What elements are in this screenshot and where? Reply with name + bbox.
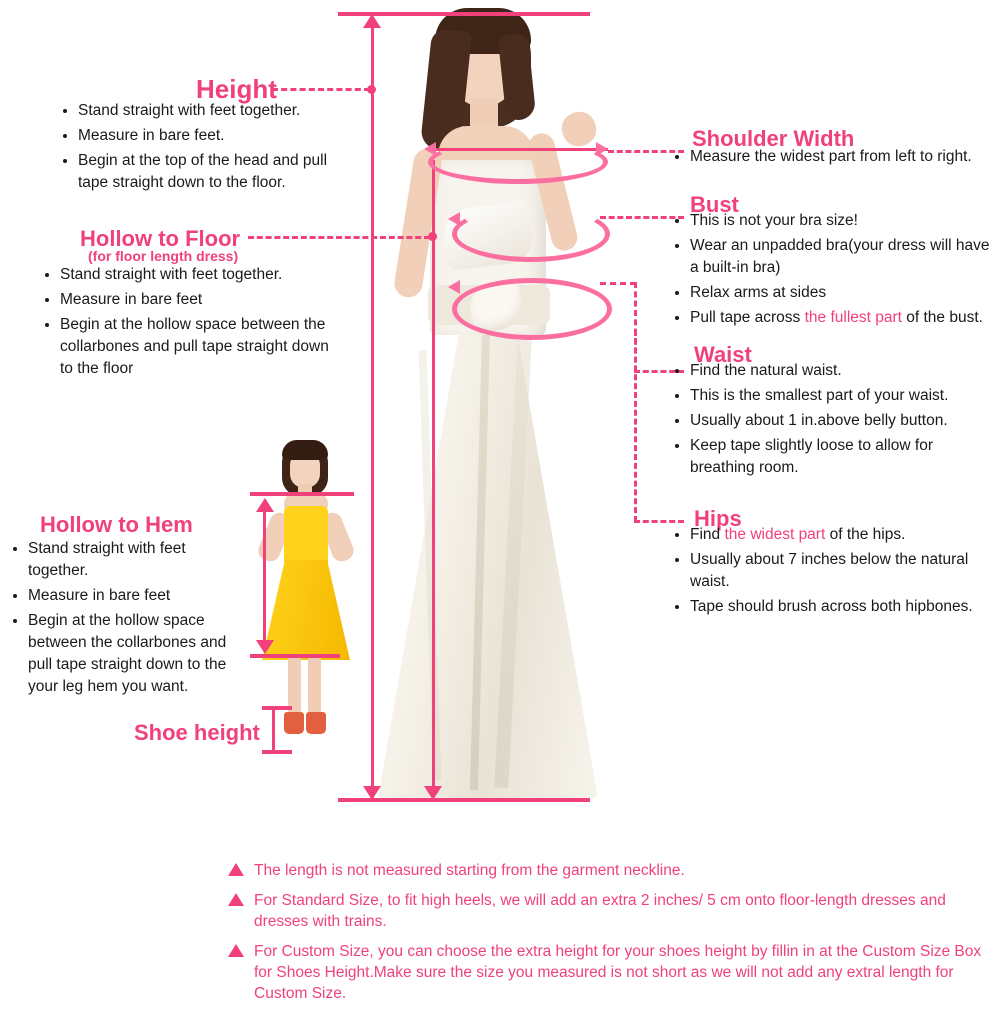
hollow-to-hem-top-cap bbox=[250, 492, 354, 496]
list-item: • Wear an unpadded bra(your dress will have a built-in bra) bbox=[690, 235, 1000, 279]
hollow-to-floor-bullets bbox=[42, 264, 342, 383]
hips-bullets bbox=[672, 524, 992, 621]
note-item bbox=[228, 941, 988, 1004]
hollow-to-floor-line bbox=[432, 160, 435, 788]
hips-label: Hips bbox=[694, 506, 742, 531]
hips-leader-line-h bbox=[634, 520, 684, 523]
bust-label: Bust bbox=[690, 192, 739, 217]
list-item: • Measure in bare feet bbox=[60, 289, 342, 311]
list-item: • Find the widest part of the hips. bbox=[690, 524, 992, 546]
note-text: For Standard Size, to fit high heels, we will add an extra 2 inches/ 5 cm onto floor-length dresses and dresses with trains. bbox=[254, 892, 946, 930]
hollow-to-hem-label: Hollow to Hem bbox=[40, 512, 193, 537]
list-item: • Stand straight with feet together. bbox=[28, 538, 240, 582]
list-item: • Keep tape slightly loose to allow for breathing room. bbox=[690, 435, 992, 479]
list-item: • Stand straight with feet together. bbox=[60, 264, 342, 286]
list-item: • Begin at the hollow space between the collarbones and pull tape straight down to the floor bbox=[60, 314, 342, 380]
list-item: • Stand straight with feet together. bbox=[78, 100, 360, 122]
short-figure-right-shoe bbox=[306, 712, 326, 734]
waist-bullets bbox=[672, 360, 992, 482]
hollow-to-hem-line bbox=[263, 506, 266, 648]
list-item: • Usually about 1 in.above belly button. bbox=[690, 410, 992, 432]
list-item: • Relax arms at sides bbox=[690, 282, 1000, 304]
list-item: • Measure in bare feet. bbox=[78, 125, 360, 147]
note-item bbox=[228, 890, 988, 932]
list-item: • Begin at the hollow space between the collarbones and pull tape straight down to the your leg hem you want. bbox=[28, 610, 240, 698]
shoulder-width-bullets bbox=[672, 146, 1000, 171]
note-text: For Custom Size, you can choose the extra height for your shoes height by fillin in at the Custom Size Box for Shoes Height.Make sure the size you measured is not short as we will not add any extral length for Custom Size. bbox=[254, 943, 982, 1002]
list-item: • This is not your bra size! bbox=[690, 210, 1000, 232]
height-vertical-line bbox=[371, 22, 374, 800]
bride-figure-illustration bbox=[330, 0, 630, 810]
hollow-to-floor-leader-line bbox=[248, 236, 430, 239]
list-item: • Pull tape across the fullest part of the bust. bbox=[690, 307, 1000, 329]
note-item bbox=[228, 860, 988, 881]
shoe-height-line bbox=[272, 706, 275, 752]
short-figure-right-leg bbox=[308, 654, 321, 716]
height-bullets bbox=[60, 100, 360, 197]
hollow-to-floor-label: Hollow to Floor bbox=[80, 226, 241, 251]
hips-leader-line-v bbox=[634, 330, 637, 522]
bust-tape bbox=[452, 206, 610, 262]
list-item: • Measure in bare feet bbox=[28, 585, 240, 607]
list-item: • Begin at the top of the head and pull tape straight down to the floor. bbox=[78, 150, 360, 194]
waist-tape bbox=[452, 278, 612, 340]
bust-left-arrow bbox=[448, 212, 460, 226]
hips-highlight: the widest part bbox=[724, 526, 826, 543]
short-dress-figure-illustration bbox=[250, 440, 360, 760]
height-leader-line bbox=[272, 88, 370, 91]
warning-triangle-icon bbox=[228, 893, 244, 906]
bust-highlight: the fullest part bbox=[804, 309, 902, 326]
hollow-to-hem-bullets bbox=[10, 538, 240, 701]
hollow-to-floor-sublabel: (for floor length dress) bbox=[88, 248, 239, 264]
warning-triangle-icon bbox=[228, 863, 244, 876]
list-item: • Measure the widest part from left to right. bbox=[690, 146, 1000, 168]
short-figure-left-shoe bbox=[284, 712, 304, 734]
short-figure-bodice bbox=[284, 506, 328, 568]
short-figure-skirt bbox=[262, 560, 350, 660]
short-figure-hair-front bbox=[282, 440, 328, 460]
hollow-to-floor-arrow bbox=[424, 786, 442, 800]
list-item: • This is the smallest part of your waist. bbox=[690, 385, 992, 407]
hollow-to-hem-bottom-cap bbox=[250, 654, 340, 658]
note-text: The length is not measured starting from the garment neckline. bbox=[254, 862, 685, 879]
shoe-height-label: Shoe height bbox=[134, 720, 260, 745]
shoe-height-bottom-cap bbox=[262, 750, 292, 754]
height-label: Height bbox=[196, 74, 277, 104]
footer-notes bbox=[228, 860, 988, 1013]
list-item: • Find the natural waist. bbox=[690, 360, 992, 382]
hollow-to-hem-bottom-arrow bbox=[256, 640, 274, 654]
warning-triangle-icon bbox=[228, 944, 244, 957]
waist-left-arrow bbox=[448, 280, 460, 294]
shoulder-width-tape bbox=[428, 140, 608, 184]
bust-bullets bbox=[672, 210, 1000, 332]
waist-leader-line-h bbox=[600, 282, 636, 285]
list-item: • Tape should brush across both hipbones. bbox=[690, 596, 992, 618]
waist-label: Waist bbox=[694, 342, 752, 367]
height-bottom-cap bbox=[338, 798, 590, 802]
list-item: • Usually about 7 inches below the natural waist. bbox=[690, 549, 992, 593]
shoulder-width-label: Shoulder Width bbox=[692, 126, 855, 151]
shoe-height-top-cap bbox=[262, 706, 292, 710]
